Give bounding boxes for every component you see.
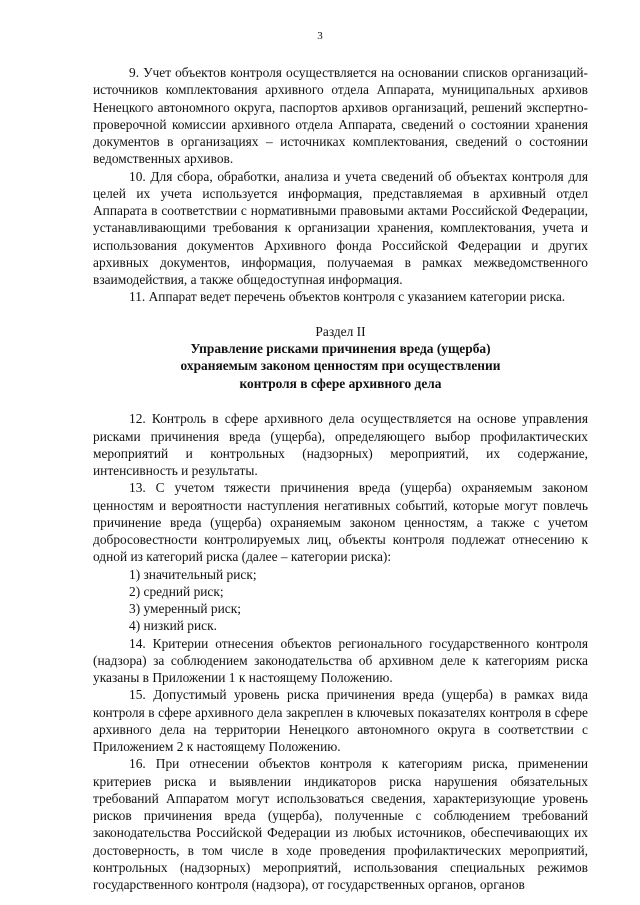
paragraph-14: 14. Критерии отнесения объектов регионального государственного контроля (надзора) за соблюдением законодательства об архивном деле к категориям риска указаны в Приложении 1 к настоящему Положению.	[93, 635, 588, 685]
list-item: 4) низкий риск.	[129, 618, 217, 634]
paragraph-11: 11. Аппарат ведет перечень объектов контроля с указанием категории риска.	[129, 289, 566, 305]
risk-category-list	[93, 566, 588, 635]
section-heading	[93, 323, 588, 393]
paragraph-15: 15. Допустимый уровень риска причинения вреда (ущерба) в рамках вида контроля в сфере архивного дела закреплен в ключевых показателях контроля в сфере архивного дела на территории Ненецкого автономного округа в соответствии с Приложением 2 к настоящему Положению.	[93, 687, 588, 754]
page-number: 3	[317, 30, 323, 42]
paragraph-16: 16. При отнесении объектов контроля к категориям риска, применении критериев риска и выявлении индикаторов риска нарушения обязательных требований Аппаратом могут использоваться сведения, характеризующие уровень рисков причинения вреда (ущерба), полученные с соблюдением требований законодательства Российской Федерации из любых источников, обеспечивающих их достоверность, в том числе в ходе проведения профилактических мероприятий, контрольных (надзорных) мероприятий, использования специальных режимов государственного контроля (надзора), от государственных органов, органов	[93, 756, 588, 892]
section-label: Раздел II	[315, 323, 366, 339]
list-item: 1) значительный риск;	[129, 566, 257, 582]
document-body	[93, 64, 588, 893]
paragraph-13: 13. С учетом тяжести причинения вреда (ущерба) охраняемым законом ценностям и вероятности наступления негативных событий, которые могут повлечь причинение вреда (ущерба) охраняемым законом ценностям, а также с учетом добросовестности контролируемых лиц, объекты контроля подлежат отнесению к одной из категорий риска (далее – категории риска):	[93, 480, 588, 565]
paragraph-10: 10. Для сбора, обработки, анализа и учета сведений об объектах контроля для целей их учета используется информация, представляемая в архивный отдел Аппарата в соответствии с нормативными правовыми актами Российской Федерации, устанавливающими требования к организации хранения, комплектования, учета и использования документов Архивного фонда Российской Федерации и других архивных документов, информация, получаемая в рамках межведомственного взаимодействия, а также общедоступная информация.	[93, 168, 588, 287]
section-title-line: контроля в сфере архивного дела	[239, 375, 442, 391]
section-title-line: охраняемым законом ценностям при осуществлении	[180, 358, 501, 374]
section-title-line: Управление рисками причинения вреда (ущерба)	[190, 340, 491, 356]
paragraph-12: 12. Контроль в сфере архивного дела осуществляется на основе управления рисками причинения вреда (ущерба), определяющего выбор профилактических мероприятий и контрольных (надзорных) мероприятий, их содержание, интенсивность и результаты.	[93, 411, 588, 478]
paragraph-9: 9. Учет объектов контроля осуществляется на основании списков организаций-источников комплектования архивного отдела Аппарата, муниципальных архивов Ненецкого автономного округа, паспортов архивов организаций, решений экспертно-проверочной комиссии архивного отдела Аппарата, сведений о состоянии хранения документов в организациях – источниках комплектования, сведений о состоянии ведомственных архивов.	[93, 65, 588, 167]
list-item: 3) умеренный риск;	[129, 601, 241, 616]
section-spacer	[93, 392, 588, 410]
list-item: 2) средний риск;	[129, 583, 224, 599]
